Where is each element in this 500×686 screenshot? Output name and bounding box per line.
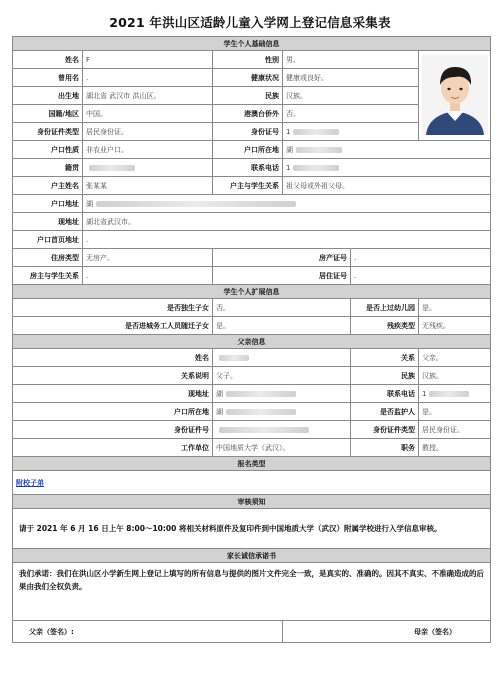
- disability-value: 无残疾。: [419, 317, 491, 335]
- health-label: 健康状况: [213, 69, 283, 87]
- father-address-value: 湖: [213, 385, 351, 403]
- birthplace-label: 出生地: [13, 87, 83, 105]
- hkmacao-value: 否。: [283, 105, 419, 123]
- hukou-first-label: 户口首页地址: [13, 231, 83, 249]
- redacted-mark: [293, 129, 339, 135]
- father-address-label: 现地址: [13, 385, 213, 403]
- hukou-addr-label: 户口地址: [13, 195, 83, 213]
- migrant-value: 是。: [213, 317, 351, 335]
- disability-label: 残疾类型: [351, 317, 419, 335]
- father-work-label: 工作单位: [13, 439, 213, 457]
- name-value: F: [83, 51, 213, 69]
- residence-label: 居住证号: [213, 267, 351, 285]
- idtype-label: 身份证件类型: [13, 123, 83, 141]
- address-value: 湖北省武汉市。: [83, 213, 491, 231]
- owner-relation-value: .: [83, 267, 213, 285]
- owner-relation-label: 房主与学生关系: [13, 267, 83, 285]
- section-child-basic: 学生个人基础信息: [13, 37, 491, 51]
- father-idtype-value: 居民身份证。: [419, 421, 491, 439]
- idtype-value: 居民身份证。: [83, 123, 213, 141]
- redacted-mark: [226, 409, 296, 415]
- redacted-mark: [219, 355, 249, 361]
- birthplace-value: 湖北省 武汉市 洪山区。: [83, 87, 213, 105]
- mother-signature: 母亲（签名）: [283, 621, 491, 643]
- section-pledge: 家长诚信承诺书: [13, 549, 491, 563]
- father-job-label: 职务: [351, 439, 419, 457]
- report-type-value: 附校子弟: [16, 478, 44, 487]
- father-idtype-label: 身份证件类型: [351, 421, 419, 439]
- former-name-value: .: [83, 69, 213, 87]
- housing-value: 无房产。: [83, 249, 213, 267]
- section-report-type: 报名类型: [13, 457, 491, 471]
- father-hukou-value: 湖: [213, 403, 351, 421]
- report-type-cell: [13, 471, 491, 495]
- father-relation-value: 父亲。: [419, 349, 491, 367]
- redacted-mark: [226, 391, 296, 397]
- father-signature: 父亲（签名）:: [13, 621, 283, 643]
- ethnic-label: 民族: [213, 87, 283, 105]
- address-label: 现地址: [13, 213, 83, 231]
- property-value: .: [351, 249, 491, 267]
- native-label: 籍贯: [13, 159, 83, 177]
- redacted-mark: [296, 147, 342, 153]
- migrant-label: 是否进城务工人员随迁子女: [13, 317, 213, 335]
- phone-value: 1: [283, 159, 491, 177]
- householder-value: 张某某: [83, 177, 213, 195]
- hukou-nature-label: 户口性质: [13, 141, 83, 159]
- nationality-label: 国籍/地区: [13, 105, 83, 123]
- student-photo: [419, 51, 491, 141]
- father-ethnic-label: 民族: [351, 367, 419, 385]
- relation-value: 祖父母或外祖父母。: [283, 177, 491, 195]
- father-idno-value: [213, 421, 351, 439]
- name-label: 姓名: [13, 51, 83, 69]
- father-rel-desc-label: 关系说明: [13, 367, 213, 385]
- housing-label: 住房类型: [13, 249, 83, 267]
- hukou-first-value: .: [83, 231, 491, 249]
- phone-label: 联系电话: [213, 159, 283, 177]
- hukou-addr-value: 湖: [83, 195, 491, 213]
- gender-value: 男。: [283, 51, 419, 69]
- hukou-nature-value: 非农业户口。: [83, 141, 213, 159]
- hkmacao-label: 港澳台侨外: [213, 105, 283, 123]
- property-label: 房产证号: [213, 249, 351, 267]
- section-father: 父亲信息: [13, 335, 491, 349]
- householder-label: 户主姓名: [13, 177, 83, 195]
- father-ethnic-value: 汉族。: [419, 367, 491, 385]
- father-hukou-label: 户口所在地: [13, 403, 213, 421]
- residence-value: .: [351, 267, 491, 285]
- registration-form-table: [12, 36, 491, 643]
- father-idno-label: 身份证件号: [13, 421, 213, 439]
- redacted-mark: [89, 165, 135, 171]
- review-notice-text: 请于 2021 年 6 月 16 日上午 8:00～10:00 将相关材料原件及复印件到中国地质大学（武汉）附属学校进行入学信息审核。: [13, 509, 491, 549]
- father-guardian-value: 是。: [419, 403, 491, 421]
- onlychild-label: 是否独生子女: [13, 299, 213, 317]
- redacted-mark: [293, 165, 339, 171]
- health-value: 健康或良好。: [283, 69, 419, 87]
- former-name-label: 曾用名: [13, 69, 83, 87]
- redacted-mark: [429, 391, 469, 397]
- relation-label: 户主与学生关系: [213, 177, 283, 195]
- section-review-notice: 审核须知: [13, 495, 491, 509]
- kinder-label: 是否上过幼儿园: [351, 299, 419, 317]
- father-phone-value: 1: [419, 385, 491, 403]
- native-value: [83, 159, 213, 177]
- nationality-value: 中国。: [83, 105, 213, 123]
- father-rel-desc-value: 父子。: [213, 367, 351, 385]
- father-name-value: [213, 349, 351, 367]
- document-title: 2021 年洪山区适龄儿童入学网上登记信息采集表: [109, 15, 391, 30]
- father-guardian-label: 是否监护人: [351, 403, 419, 421]
- ethnic-value: 汉族。: [283, 87, 419, 105]
- gender-label: 性别: [213, 51, 283, 69]
- idno-label: 身份证号: [213, 123, 283, 141]
- father-name-label: 姓名: [13, 349, 213, 367]
- section-child-extended: 学生个人扩展信息: [13, 285, 491, 299]
- idno-value: 1: [283, 123, 419, 141]
- father-job-value: 教授。: [419, 439, 491, 457]
- father-relation-label: 关系: [351, 349, 419, 367]
- father-phone-label: 联系电话: [351, 385, 419, 403]
- hukou-loc-label: 户口所在地: [213, 141, 283, 159]
- pledge-text: 我们承诺：我们在洪山区小学新生网上登记上填写的所有信息与提供的图片文件完全一致，是真实的、准确的。因其不真实、不准确造成的后果由我们全权负责。: [13, 563, 491, 621]
- hukou-loc-value: 湖: [283, 141, 491, 159]
- student-photo-image: [422, 55, 488, 135]
- redacted-mark: [219, 427, 309, 433]
- kinder-value: 是。: [419, 299, 491, 317]
- redacted-mark: [96, 201, 296, 207]
- father-work-value: 中国地质大学（武汉）。: [213, 439, 351, 457]
- onlychild-value: 否。: [213, 299, 351, 317]
